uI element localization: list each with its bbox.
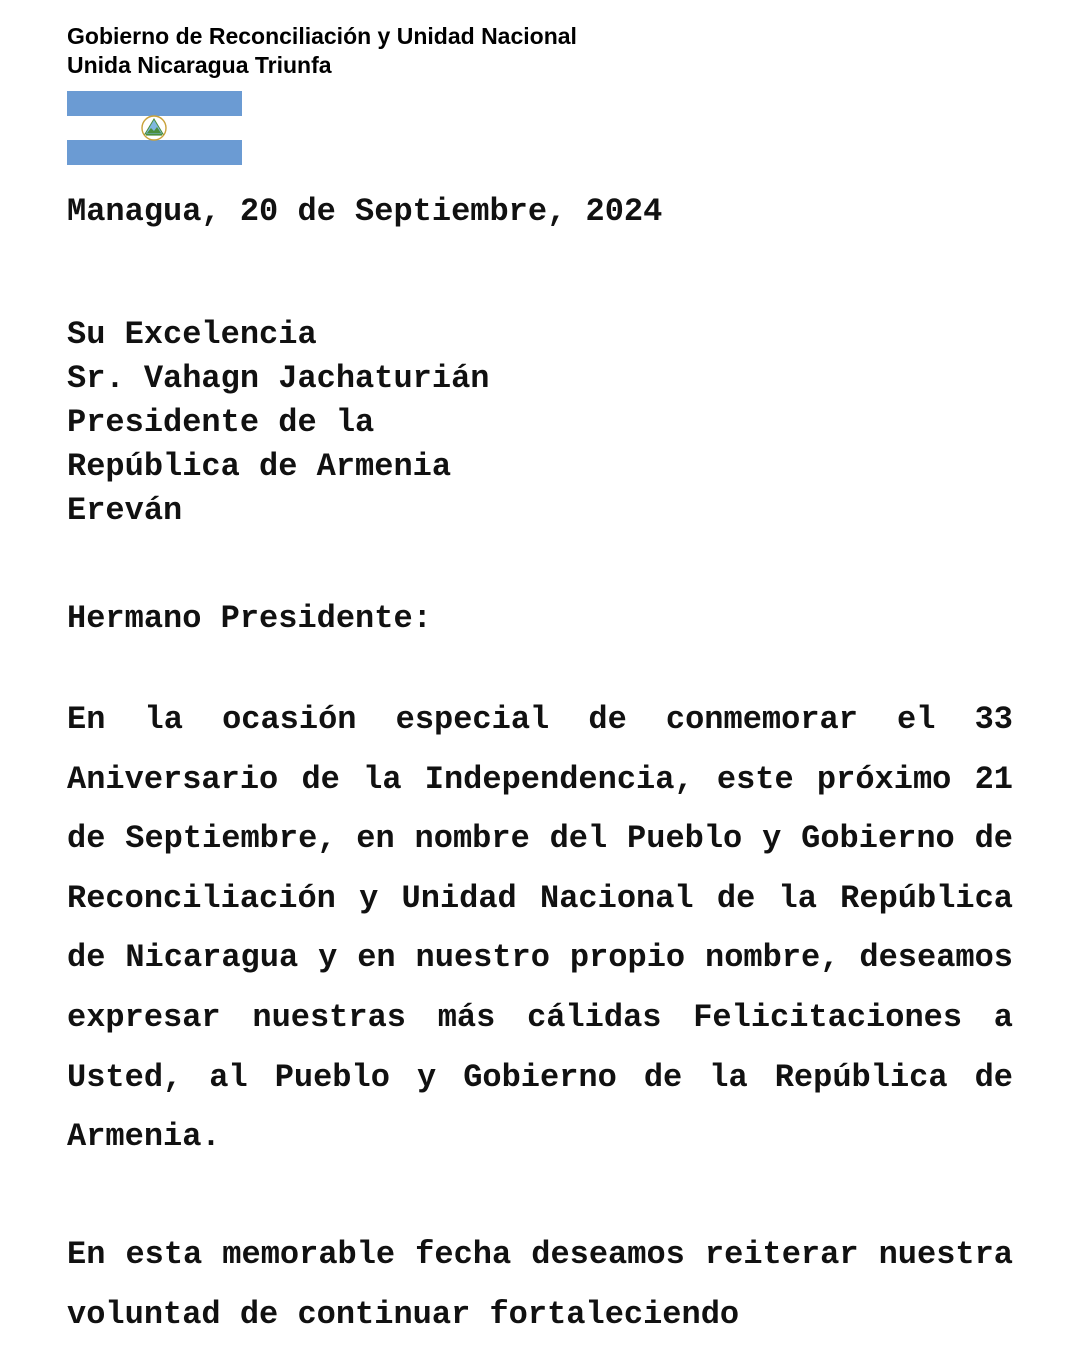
recipient-line: Su Excelencia xyxy=(67,316,317,353)
recipient-line: Presidente de la xyxy=(67,404,375,441)
recipient-line: Ereván xyxy=(67,492,183,529)
body-paragraph: En esta memorable fecha deseamos reiterar nuestra voluntad de continuar fortaleciendo xyxy=(67,1236,1013,1333)
letterhead xyxy=(67,22,577,80)
body-paragraph: En la ocasión especial de conmemorar el 33 Aniversario de la Independencia, este próximo 21 de Septiembre, en nombre del Pueblo y Gobierno de Reconciliación y Unidad Nacional de la República de Nicaragua y en nuestro propio nombre, deseamos expresar nuestras más cálidas Felicitaciones a Usted, al Pueblo y Gobierno de la República de Armenia. xyxy=(67,701,1013,1156)
government-slogan: Unida Nicaragua Triunfa xyxy=(67,52,332,78)
recipient-line: Sr. Vahagn Jachaturián xyxy=(67,360,490,397)
nicaragua-flag-icon xyxy=(67,91,242,165)
recipient-line: República de Armenia xyxy=(67,448,452,485)
letter-date: Managua, 20 de Septiembre, 2024 xyxy=(67,193,663,230)
salutation: Hermano Presidente: xyxy=(67,600,432,637)
recipient-block xyxy=(67,313,489,533)
government-name: Gobierno de Reconciliación y Unidad Nacional xyxy=(67,23,577,49)
